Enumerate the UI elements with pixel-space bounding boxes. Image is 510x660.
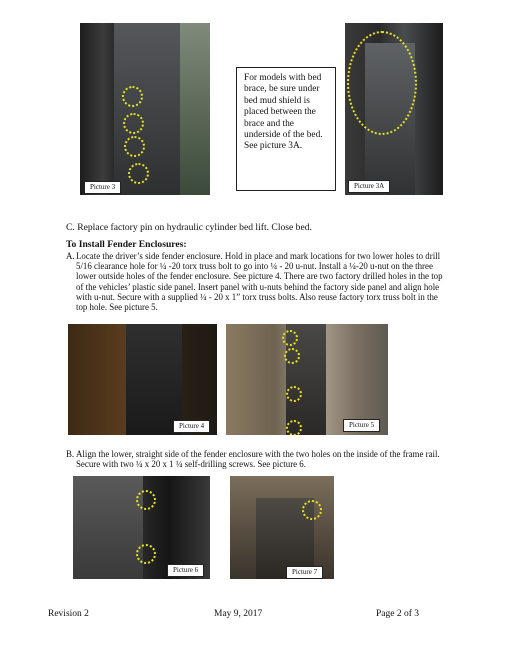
bed-brace-note: For models with bed brace, be sure under bed mud shield is placed between the brace and the underside of the bed. See picture 3A. [236, 67, 336, 191]
step-b [66, 449, 446, 469]
picture-3-caption: Picture 3 [84, 181, 121, 194]
step-c-marker: C. [66, 222, 75, 233]
step-a-text: Locate the driver’s side fender enclosure. Hold in place and mark locations for two lower holes to drill 5/16 clearance hole for ¼ -20 torx truss bolt to go into ¼ - 20 u-nut. Install a ¼-20 u-nut on the three lower outside holes of the fender enclosure. See picture 4. There are two factory drilled holes in the top of the vehicles’ plastic side panel. Insert panel with u-nuts behind the factory side panel and align hole with u-nut. Secure with a supplied ¼ - 20 x 1” torx truss bolts. Also reuse factory torx truss bolt in the top hole. See picture 5. [76, 251, 443, 313]
highlight-circle-icon [302, 500, 322, 520]
picture-4-photo [68, 324, 217, 435]
highlight-circle-icon [284, 348, 300, 364]
step-b-text: Align the lower, straight side of the fender enclosure with the two holes on the inside of the frame rail. Secure with two ¼ x 20 x 1 ¼ self-drilling screws. See picture 6. [76, 449, 440, 470]
section-title: To Install Fender Enclosures: [66, 239, 187, 250]
highlight-circle-icon [136, 544, 156, 564]
picture-3-photo [80, 23, 210, 195]
picture-5-caption: Picture 5 [343, 419, 380, 432]
picture-3a-caption: Picture 3A [348, 180, 390, 193]
step-c-text: Replace factory pin on hydraulic cylinder bed lift. Close bed. [77, 222, 312, 233]
step-a [66, 251, 446, 312]
highlight-circle-icon [347, 31, 417, 135]
highlight-circle-icon [123, 113, 144, 134]
step-c [66, 222, 312, 233]
footer-page: Page 2 of 3 [376, 609, 420, 619]
highlight-circle-icon [286, 386, 302, 402]
highlight-circle-icon [122, 86, 143, 107]
picture-7-caption: Picture 7 [286, 566, 323, 579]
step-b-marker: B. [66, 449, 75, 459]
picture-5-photo [226, 324, 388, 435]
highlight-circle-icon [124, 136, 145, 157]
picture-6-caption: Picture 6 [167, 564, 204, 577]
picture-4-caption: Picture 4 [173, 420, 210, 433]
footer-revision: Revision 2 [48, 609, 89, 619]
picture-3a-photo [345, 23, 443, 195]
footer-date: May 9, 2017 [214, 609, 263, 619]
picture-7-photo [230, 476, 334, 579]
highlight-circle-icon [128, 163, 149, 184]
picture-6-photo [73, 476, 210, 579]
highlight-circle-icon [282, 330, 298, 346]
step-a-marker: A. [66, 251, 75, 261]
highlight-circle-icon [136, 490, 156, 510]
highlight-circle-icon [286, 420, 302, 435]
